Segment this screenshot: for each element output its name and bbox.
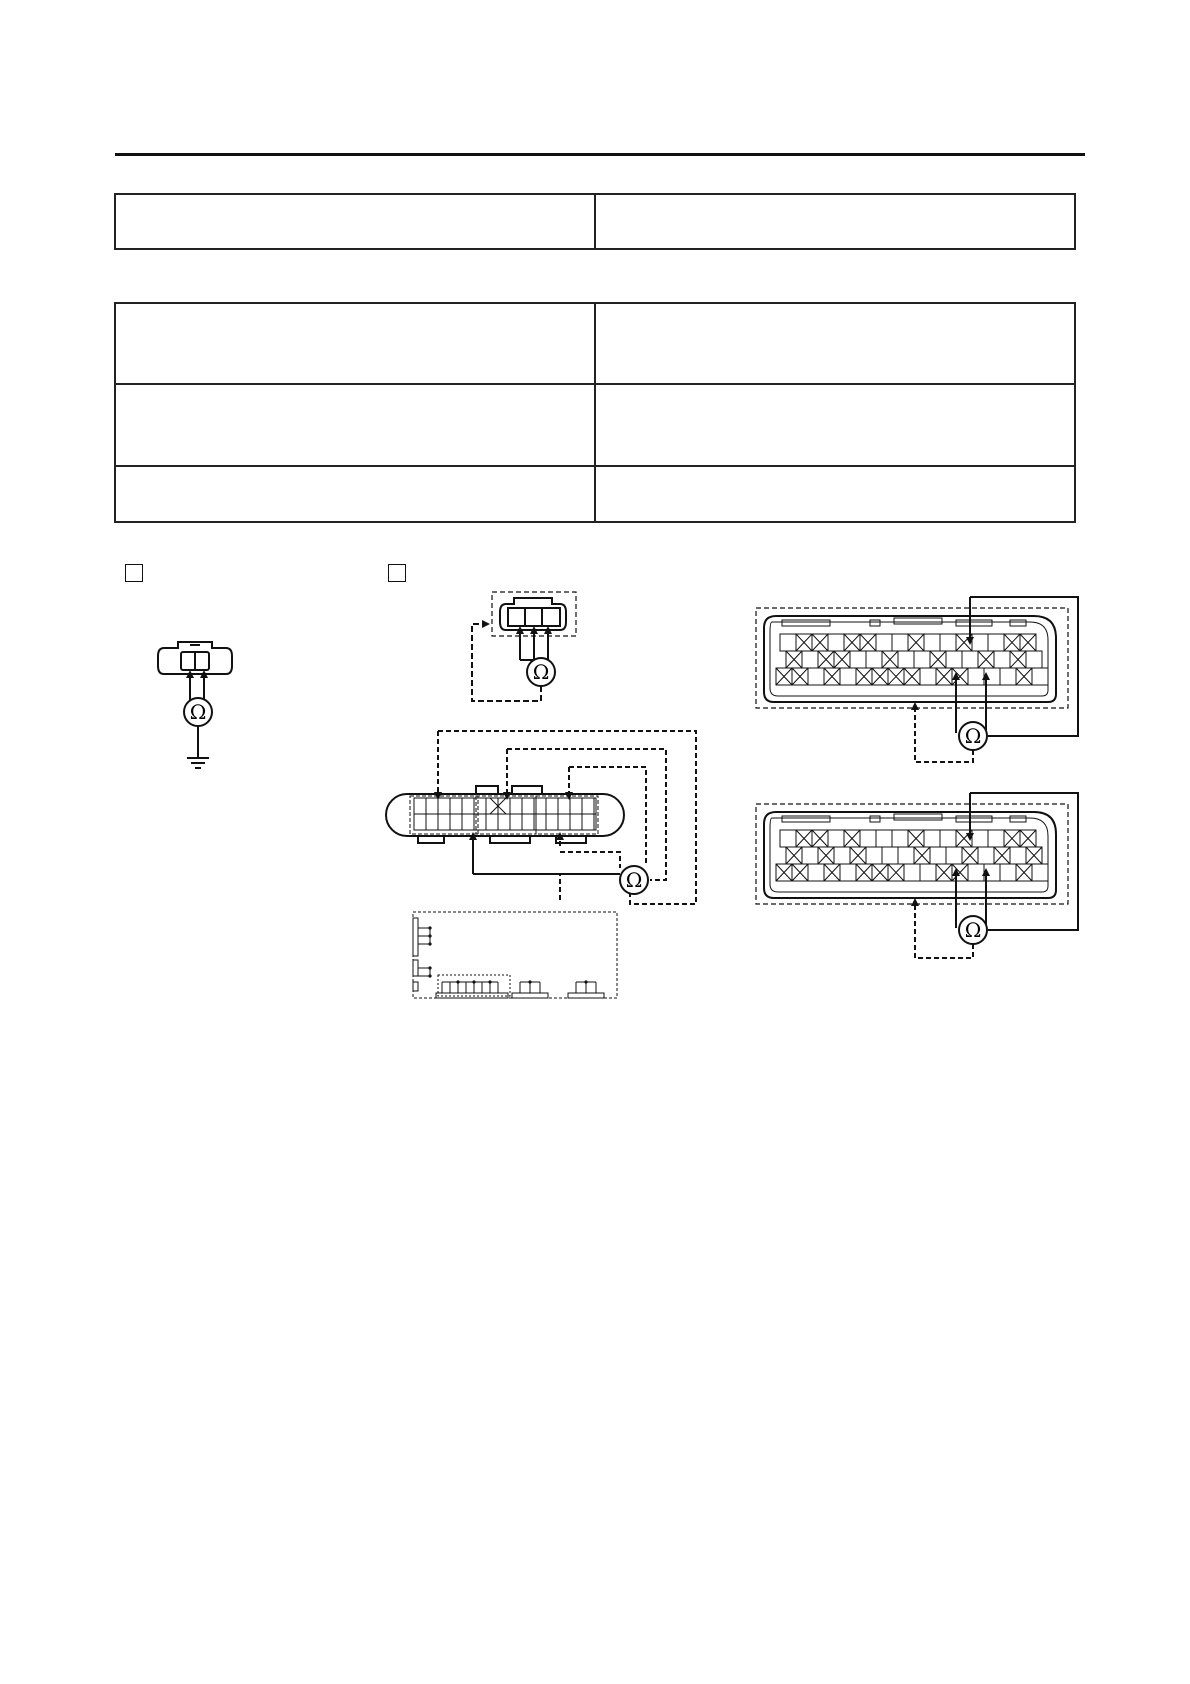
ecu-pin-cell [920,864,936,881]
ecu-pin-cell [930,847,946,864]
ecu-pin-cell [988,830,1004,847]
ecu-pin-cell [1000,668,1016,685]
ecu-pin-cell [828,634,844,651]
ecu-pin-cell [920,668,936,685]
ecu-pin-cell [866,651,882,668]
ecu-pin-cell [834,847,850,864]
ecu-pin-cell [1032,864,1048,881]
ecu-pin-cell [994,651,1010,668]
ecu-pin-grid-bottom [776,830,1048,881]
ecu-pin-cell [802,651,818,668]
ecu-pin-cell [968,864,984,881]
ecu-pin-cell [802,847,818,864]
ecu-pin-cell [962,651,978,668]
ecu-pin-cell [866,847,882,864]
ecu-pin-cell [1032,668,1048,685]
ohm-meter-icon: Ω [625,868,643,892]
ecu-pin-grid-top [776,634,1048,685]
ecu-pin-cell [840,668,856,685]
ecu-pin-cell [904,864,920,881]
ecu-pin-cell [914,651,930,668]
ecu-pin-cell [924,634,940,651]
ecu-pin-cell [892,634,908,651]
ohm-meter-icon: Ω [532,660,550,684]
ecu-pin-cell [1010,847,1026,864]
ecu-pin-cell [882,847,898,864]
ecu-pin-cell [940,634,956,651]
harness-schematic-mini [413,912,617,998]
ohm-meter-icon: Ω [964,724,982,748]
ecu-pin-cell [946,847,962,864]
ecu-pin-cell [1000,864,1016,881]
ecu-pin-cell [898,847,914,864]
ecu-pin-cell [780,830,796,847]
ecu-pin-cell [780,634,796,651]
ecu-pin-cell [968,668,984,685]
ecu-pin-cell [978,847,994,864]
ecu-pin-cell [972,634,988,651]
ecu-pin-cell [898,651,914,668]
ecu-pin-cell [1026,651,1042,668]
ecu-pin-cell [946,651,962,668]
ecu-pin-cell [924,830,940,847]
ecu-pin-cell [972,830,988,847]
connector-b-3pin [472,592,576,701]
ecu-pin-cell [876,634,892,651]
ohm-meter-icon: Ω [189,700,207,724]
ecu-pin-cell [828,830,844,847]
connector-b-long [386,731,696,904]
ecu-pin-cell [892,830,908,847]
ecu-pin-cell [850,651,866,668]
ecu-pin-cell [876,830,892,847]
ecu-pin-cell [940,830,956,847]
ecu-pin-cell [808,668,824,685]
ecu-pin-cell [808,864,824,881]
ecu-pin-cell [840,864,856,881]
ecu-pin-cell [988,634,1004,651]
ohm-meter-icon: Ω [964,918,982,942]
ecu-pin-cell [860,830,876,847]
